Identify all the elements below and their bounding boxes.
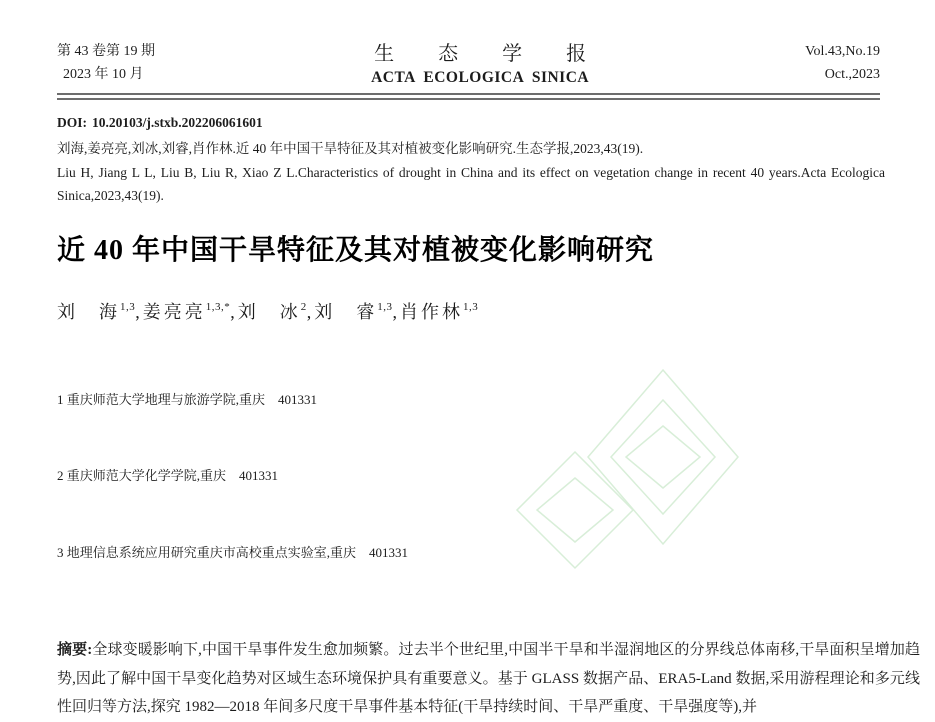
abstract-paragraph bbox=[57, 636, 920, 722]
issue-date-en: Oct.,2023 bbox=[824, 67, 880, 82]
issue-number-cn: 第 43 卷第 19 期 bbox=[57, 44, 155, 59]
author bbox=[314, 302, 392, 322]
journal-title-cn: 生态学报 bbox=[374, 43, 631, 65]
author-affil-marker: 1,3 bbox=[120, 300, 136, 313]
author-list bbox=[57, 295, 920, 325]
doi-value: 10.20103/j.stxb.202206061601 bbox=[92, 115, 263, 130]
journal-masthead bbox=[57, 40, 880, 89]
citation-chinese: 刘海,姜亮亮,刘冰,刘睿,肖作林.近 40 年中国干旱特征及其对植被变化影响研究.生态学报,2023,43(19). bbox=[57, 141, 644, 156]
author-name: 刘 冰 bbox=[237, 301, 301, 322]
affiliation-item: 2 重庆师范大学化学学院,重庆 401331 bbox=[57, 468, 279, 483]
masthead-volume-block bbox=[805, 40, 880, 86]
author-affil-marker: 1,3 bbox=[463, 300, 479, 313]
affiliation-list bbox=[57, 336, 920, 617]
author bbox=[143, 302, 231, 322]
affiliation-item: 1 重庆师范大学地理与旅游学院,重庆 401331 bbox=[57, 391, 318, 407]
author-separator: , bbox=[230, 301, 238, 322]
abstract-label: 摘要: bbox=[57, 642, 93, 658]
author-separator: , bbox=[306, 301, 315, 322]
volume-number-en: Vol.43,No.19 bbox=[805, 44, 880, 59]
author-separator: , bbox=[135, 301, 143, 322]
author bbox=[57, 302, 135, 322]
journal-title-en: ACTA ECOLOGICA SINICA bbox=[371, 69, 590, 86]
affiliation-item: 3 地理信息系统应用研究重庆市高校重点实验室,重庆 401331 bbox=[57, 544, 409, 560]
author-name: 刘 海 bbox=[57, 301, 120, 322]
author-affil-marker: 2 bbox=[300, 300, 307, 313]
author-affil-marker: 1,3 bbox=[377, 300, 393, 313]
author bbox=[400, 302, 478, 322]
journal-title-block bbox=[371, 41, 631, 89]
article-title: 近 40 年中国干旱特征及其对植被变化影响研究 bbox=[57, 234, 655, 266]
issue-date-cn: 2023 年 10 月 bbox=[63, 67, 144, 82]
abstract-text: 全球变暖影响下,中国干旱事件发生愈加频繁。过去半个世纪里,中国半干旱和半湿润地区的分界线总体南移,干旱面积呈增加趋势,因此了解中国干旱变化趋势对区域生态环境保护具有重要意义。基于 GLASS 数据产品、ERA5-Land 数据,采用游程理论和多元线性回归等方法,探究 1982—2018 年间多尺度干旱事件基本特征(干旱持续时间、干旱严重度、干旱强度等),并 bbox=[57, 642, 920, 716]
author bbox=[238, 302, 307, 322]
author-name: 姜亮亮 bbox=[142, 301, 206, 322]
masthead-issue-block bbox=[57, 40, 155, 86]
author-name: 肖作林 bbox=[400, 301, 463, 322]
doi-label: DOI: bbox=[57, 115, 87, 130]
author-name: 刘 睿 bbox=[314, 301, 378, 322]
header-divider bbox=[57, 93, 880, 100]
author-separator: , bbox=[392, 301, 400, 322]
doi-line bbox=[57, 114, 920, 132]
citation-english: Liu H, Jiang L L, Liu B, Liu R, Xiao Z L.Characteristics of drought in China and its effect on vegetation change in recent 40 years.Acta Ecologica Sinica,2023,43(19). bbox=[57, 164, 885, 203]
author-affil-marker: 1,3,* bbox=[205, 300, 231, 313]
